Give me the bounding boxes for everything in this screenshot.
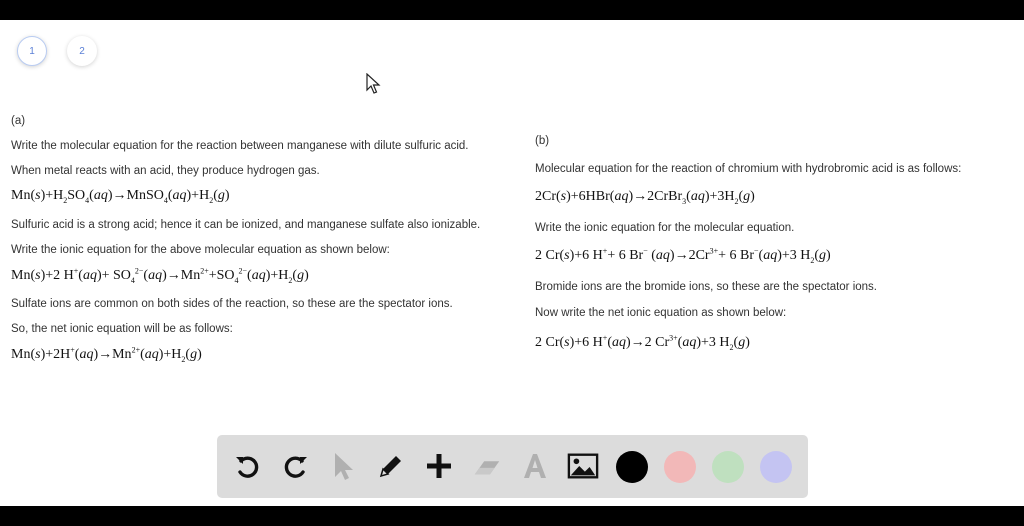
part-b-text-3: Bromide ions are the bromide ions, so these are the spectator ions. [535,281,877,293]
part-b-text-1: Molecular equation for the reaction of chromium with hydrobromic acid is as follows: [535,163,962,175]
part-a-text-5: Sulfate ions are common on both sides of the reaction, so these are the spectator ions. [11,298,453,310]
part-a-text-3: Sulfuric acid is a strong acid; hence it can be ionized, and manganese sulfate also ionizable. [11,219,481,231]
part-b-label: (b) [535,135,550,147]
part-a-text-4: Write the ionic equation for the above molecular equation as shown below: [11,244,390,256]
part-b-net-ionic-equation: 2 Cr(s)+6 H+(aq)→2 $Cr^{3+}(aq)+3$ $H_2(g)$ [535,333,750,352]
part-a-label: (a) [11,115,26,127]
part-a-text-1: Write the molecular equation for the reaction between manganese with dilute sulfuric acid. [11,140,469,152]
mouse-cursor-icon [366,73,382,95]
color-lavender-swatch[interactable] [760,451,792,483]
color-pink-swatch[interactable] [664,451,696,483]
part-b-ionic-equation: 2 Cr(s)+6 H++ 6 Br− $(aq)\to 2Cr^{3+}+ 6$ Br−(aq)+3 $H_2(g)$ [535,246,831,265]
plus-icon[interactable] [423,450,455,482]
pointer-icon[interactable] [327,450,359,482]
part-a-text-2: When metal reacts with an acid, they produce hydrogen gas. [11,165,320,177]
part-b-text-4: Now write the net ionic equation as shown below: [535,307,787,319]
part-b-molecular-equation: $2Cr(s)+6HBr(aq)\to 2CrBr_3(aq)+3H_2(g)$ [535,189,755,206]
whiteboard-canvas[interactable] [0,20,1024,506]
part-a-text-6: So, the net ionic equation will be as follows: [11,323,233,335]
image-icon[interactable] [567,450,599,482]
pencil-icon[interactable] [375,450,407,482]
page-2-button[interactable]: 2 [67,36,97,66]
page-1-button[interactable]: 1 [17,36,47,66]
text-icon[interactable] [519,450,551,482]
undo-icon[interactable] [231,450,263,482]
color-green-swatch[interactable] [712,451,744,483]
part-a-ionic-equation: Mn(s)+2 $H^+(aq)+ SO_4^{2-}(aq)\to Mn^{2+}+SO_4^{2-}(aq)+H_2(g)$ [11,266,309,285]
drawing-toolbar [217,435,808,498]
part-b-text-2: Write the ionic equation for the molecular equation. [535,222,795,234]
part-a-molecular-equation: $Mn(s)+H_2SO_4(aq)\to MnSO_4(aq)+H_2(g)$ [11,188,230,205]
color-black-swatch[interactable] [616,451,648,483]
eraser-icon[interactable] [471,450,503,482]
part-a-net-ionic-equation: $Mn(s)+2H^+(aq)\to Mn^{2+}(aq)+H_2(g)$ [11,345,202,364]
redo-icon[interactable] [280,450,312,482]
